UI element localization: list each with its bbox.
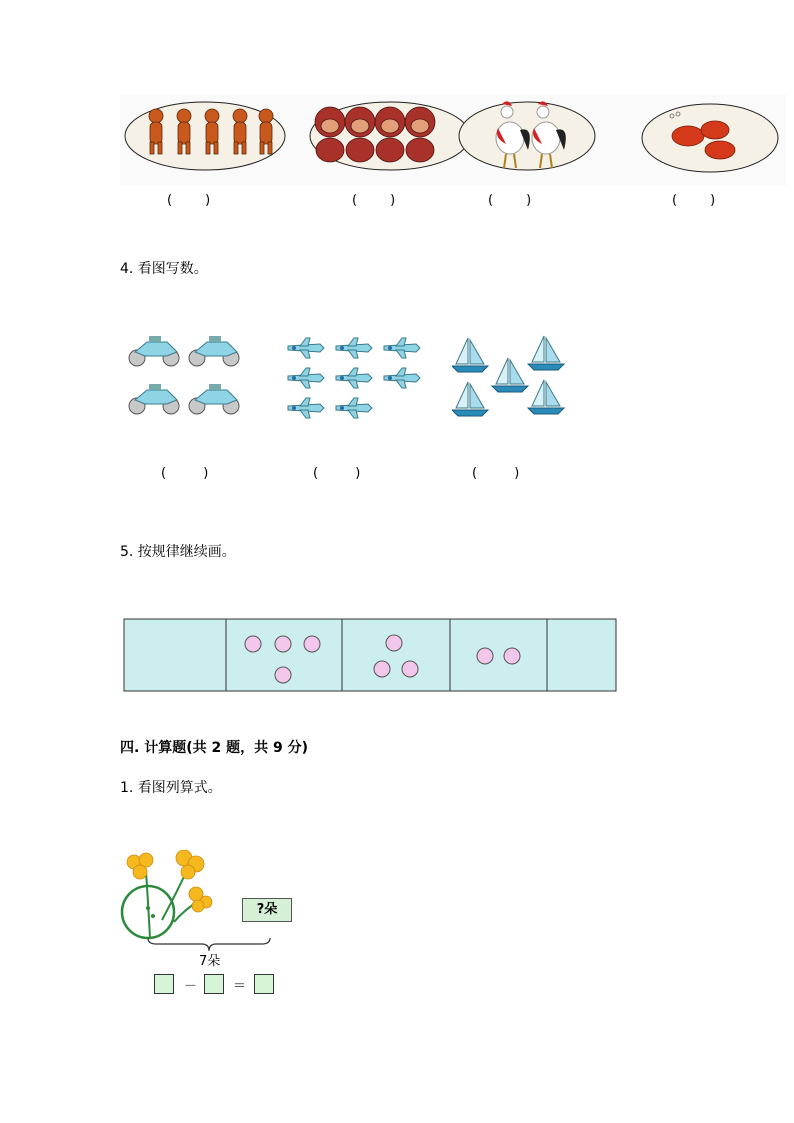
- flower-illustration-icon: [118, 850, 228, 950]
- fish-group-icon: [642, 104, 778, 172]
- pattern-circle: [275, 636, 291, 652]
- pattern-strip: [123, 618, 619, 694]
- question-5-title: 5. 按规律继续画。: [120, 544, 236, 560]
- pattern-cell-4: [450, 619, 547, 691]
- pattern-circle: [275, 667, 291, 683]
- minus-sign: －: [184, 979, 198, 994]
- pattern-circle: [304, 636, 320, 652]
- pattern-cell-5[interactable]: [547, 619, 616, 691]
- sailboat-group-icon: [452, 334, 572, 420]
- pattern-circle: [504, 648, 520, 664]
- answer-blank-motorcycles[interactable]: ( ): [161, 466, 209, 481]
- equation-box-1[interactable]: [154, 974, 174, 994]
- answer-blank-2[interactable]: ( ): [352, 193, 396, 208]
- pattern-circle: [386, 635, 402, 651]
- calc-1-title: 1. 看图列算式。: [120, 780, 222, 796]
- answer-blank-1[interactable]: ( ): [167, 193, 211, 208]
- motorcycle-group-icon: [127, 332, 245, 422]
- big-monkey-group-icon: [310, 102, 470, 170]
- equation-box-2[interactable]: [204, 974, 224, 994]
- answer-blank-sailboats[interactable]: ( ): [472, 466, 520, 481]
- unknown-count-tag: ?朵: [242, 898, 292, 922]
- total-label: 7朵: [199, 954, 221, 969]
- pattern-cell-1[interactable]: [124, 619, 226, 691]
- animal-picture-row: [120, 94, 786, 186]
- airplane-group-icon: [286, 336, 426, 422]
- equals-sign: ＝: [233, 979, 247, 994]
- pattern-cell-3: [342, 619, 450, 691]
- answer-blank-3[interactable]: ( ): [488, 193, 532, 208]
- rooster-group-icon: [459, 101, 595, 170]
- section-4-heading: 四. 计算题(共 2 题，共 9 分): [120, 740, 308, 756]
- question-4-title: 4. 看图写数。: [120, 261, 208, 277]
- pattern-circle: [477, 648, 493, 664]
- pattern-circle: [374, 661, 390, 677]
- answer-blank-4[interactable]: ( ): [672, 193, 716, 208]
- answer-blank-airplanes[interactable]: ( ): [313, 466, 361, 481]
- monkey-group-icon: [125, 102, 285, 170]
- pattern-circle: [402, 661, 418, 677]
- pattern-circle: [245, 636, 261, 652]
- equation-box-3[interactable]: [254, 974, 274, 994]
